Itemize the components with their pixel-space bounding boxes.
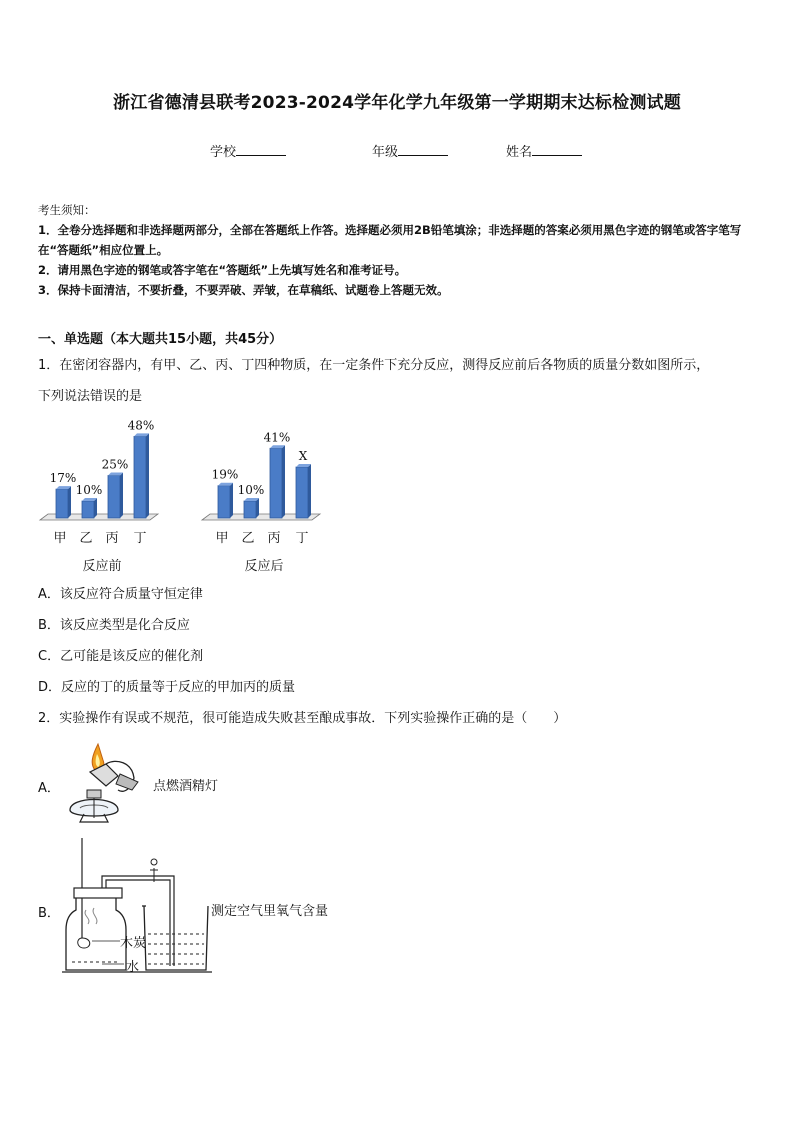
q2-stem: 2．实验操作有误或不规范，很可能造成失败甚至酿成事故．下列实验操作正确的是（ ） — [38, 711, 567, 726]
q2-option-b-letter[interactable]: B． — [38, 906, 60, 921]
notice-block — [38, 200, 760, 300]
bar-data-label: 48% — [127, 418, 155, 433]
q1-option-d[interactable]: D．反应的丁的质量等于反应的甲加丙的质量 — [38, 680, 296, 695]
name-blank[interactable] — [532, 143, 582, 156]
category-label: 丙 — [267, 531, 281, 546]
bar-side — [256, 498, 259, 518]
notice-heading: 考生须知： — [38, 203, 96, 217]
wick-holder-icon — [87, 790, 101, 798]
school-field[interactable] — [210, 141, 286, 160]
bar-side — [120, 473, 123, 519]
bar-甲 — [56, 489, 68, 518]
q1-option-a[interactable]: A．该反应符合质量守恒定律 — [38, 587, 203, 602]
q1-stem-line1: 1．在密闭容器内，有甲、乙、丙、丁四种物质，在一定条件下充分反应，测得反应前后各物质的质量分数如图所示， — [38, 358, 710, 373]
bar-丙 — [108, 476, 120, 519]
clamp-knob-icon — [151, 859, 157, 865]
lamp-base-icon — [116, 774, 138, 790]
name-field[interactable] — [506, 141, 582, 160]
bar-data-label: 17% — [49, 471, 77, 486]
gas-bottle-icon — [66, 898, 126, 970]
school-blank[interactable] — [236, 143, 286, 156]
section-heading: 一、单选题（本大题共15小题，共45分） — [38, 332, 283, 347]
category-label: 甲 — [215, 531, 229, 546]
category-label: 甲 — [53, 531, 67, 546]
notice-item: 3．保持卡面清洁，不要折叠，不要弄破、弄皱，在草稿纸、试题卷上答题无效。 — [38, 283, 449, 297]
q2-option-b-caption: 测定空气里氧气含量 — [211, 904, 329, 919]
smoke-icon — [85, 908, 97, 924]
bar-丙 — [270, 448, 282, 518]
charcoal-icon — [78, 938, 90, 948]
q1-charts — [30, 410, 350, 580]
q2-option-a-letter[interactable]: A． — [38, 781, 60, 796]
name-label: 姓名 — [506, 145, 533, 160]
charcoal-label: 木炭 — [120, 936, 147, 951]
bar-data-label: 41% — [263, 430, 291, 445]
chart-before — [40, 418, 158, 574]
bar-甲 — [218, 486, 230, 518]
alcohol-lamp-illustration — [62, 738, 148, 830]
q2-option-a-caption: 点燃酒精灯 — [153, 779, 219, 794]
oxygen-apparatus-illustration — [62, 838, 222, 978]
q1-option-c[interactable]: C．乙可能是该反应的催化剂 — [38, 649, 204, 664]
grade-blank[interactable] — [398, 143, 448, 156]
bar-data-label: 10% — [237, 483, 265, 497]
bar-data-label: 25% — [101, 457, 129, 472]
notice-item: 2．请用黑色字迹的钢笔或答字笔在“答题纸”上先填写姓名和准考证号。 — [38, 263, 407, 277]
bar-data-label: 10% — [75, 483, 103, 497]
chart-after — [202, 430, 320, 574]
page-title: 浙江省德清县联考2023-2024学年化学九年级第一学期期末达标检测试题 — [113, 93, 681, 113]
category-label: 丙 — [105, 531, 119, 546]
bar-side — [146, 433, 149, 518]
beaker-icon — [144, 906, 208, 970]
grade-field[interactable] — [372, 141, 448, 160]
bar-乙 — [82, 501, 94, 518]
grade-label: 年级 — [372, 145, 399, 160]
category-label: 乙 — [79, 531, 93, 546]
q1-stem-line2: 下列说法错误的是 — [38, 389, 143, 404]
q1-option-b[interactable]: B．该反应类型是化合反应 — [38, 618, 190, 633]
category-label: 丁 — [295, 531, 309, 546]
bar-data-label: 19% — [211, 467, 239, 482]
bar-side — [230, 483, 233, 518]
bar-side — [282, 445, 285, 518]
notice-item: 1．全卷分选择题和非选择题两部分，全部在答题纸上作答。选择题必须用2B铅笔填涂；非选择题的答案必须用黑色字迹的钢笔或答字笔写在“答题纸”相应位置上。 — [38, 223, 742, 257]
category-label: 乙 — [241, 531, 255, 546]
school-label: 学校 — [210, 145, 237, 160]
clamp-icon — [150, 868, 158, 882]
water-label: 水 — [126, 960, 140, 975]
bar-side — [308, 464, 311, 518]
chart-title: 反应前 — [82, 559, 122, 574]
bar-side — [94, 498, 97, 518]
bar-data-label: X — [298, 449, 308, 463]
stopper-icon — [74, 888, 122, 898]
bar-丁 — [134, 436, 146, 518]
chart-title: 反应后 — [244, 559, 284, 574]
category-label: 丁 — [133, 531, 147, 546]
bar-丁 — [296, 467, 308, 518]
bar-乙 — [244, 501, 256, 518]
bar-side — [68, 486, 71, 518]
